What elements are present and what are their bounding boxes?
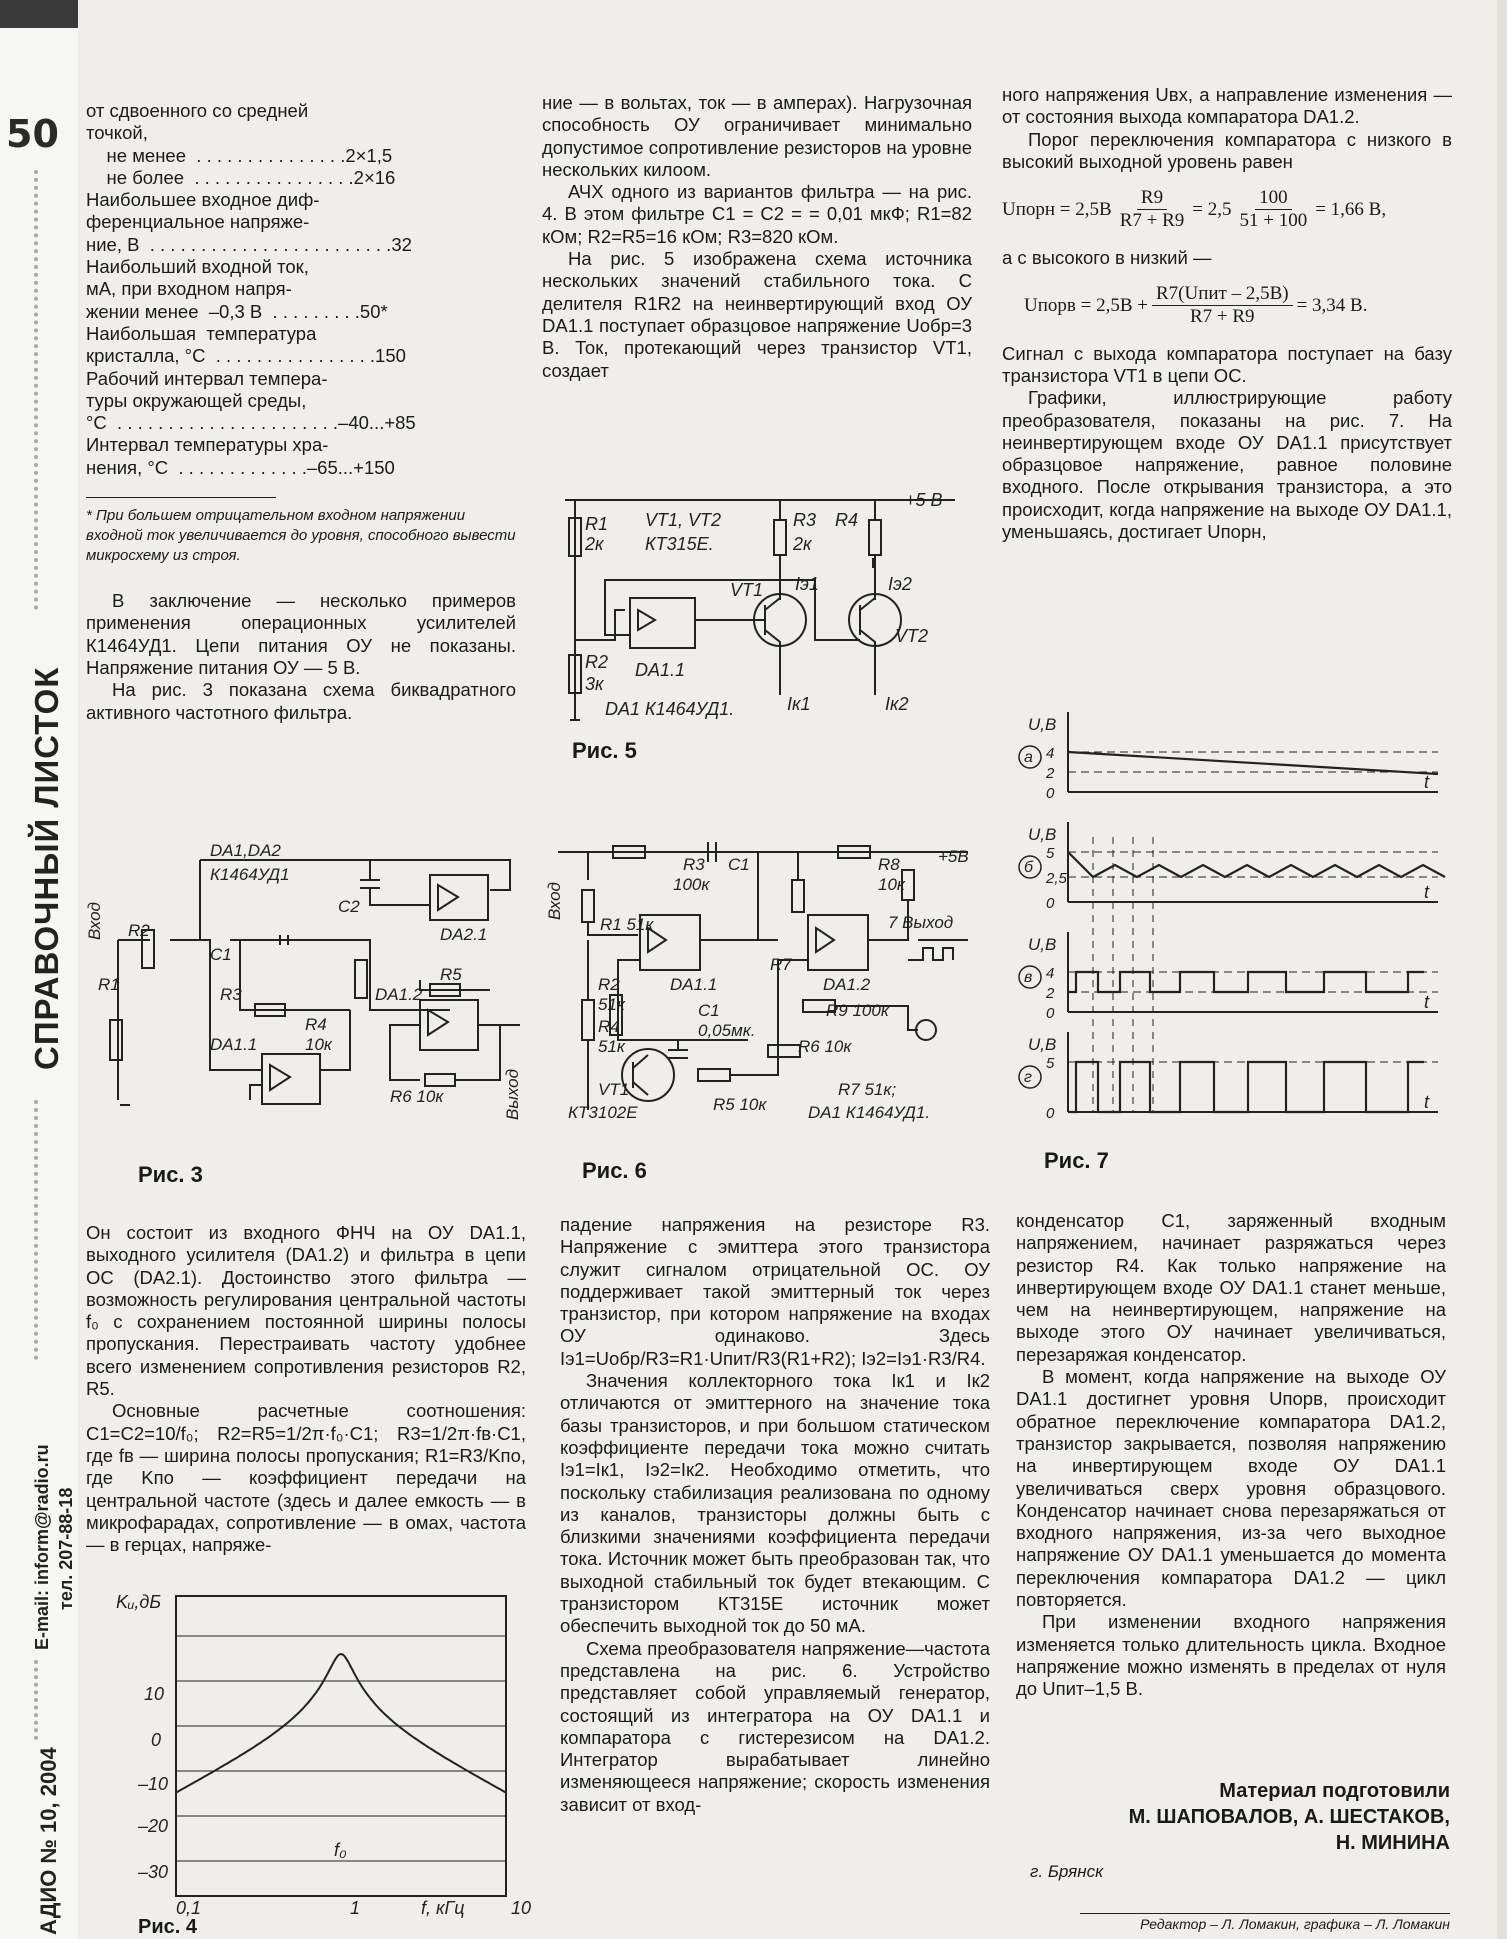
fig4-xtick: 0,1 — [176, 1898, 202, 1918]
fig6-label: DA1.1 — [670, 975, 718, 994]
fig7-trace — [1068, 1062, 1424, 1112]
fig7-trace — [1068, 972, 1424, 992]
fig6-label: R6 10к — [798, 1037, 852, 1056]
fig6-label: КТ3102Е — [568, 1103, 638, 1122]
paragraph: ние — в вольтах, ток — в амперах). Нагрузочная способность ОУ ограничивает минимально допустимое сопротивление резисторов на уровне нескольких килоом. — [542, 92, 972, 180]
fig7-tick: 4 — [1046, 965, 1055, 982]
fig6-label: R2 — [598, 975, 620, 994]
spec-line: °С . . . . . . . . . . . . . . . . . . . . . .–40...+85 — [86, 412, 416, 434]
paragraph: Он состоит из входного ФНЧ на ОУ DA1.1, выходного усилителя (DA1.2) и фильтра в цепи ОС (DA2.1). Достоинство этого фильтра — возможность регулирования центральной частоты f₀ с сохранением постоянной ширины полосы пропускания. Перестраивать частоту удобнее всего изменением сопротивления резисторов R2, R5. — [86, 1222, 526, 1400]
fig4-f0-label: f₀ — [334, 1840, 347, 1860]
spec-line: Интервал температуры хра- — [86, 434, 329, 456]
fig5-label: Iэ2 — [888, 574, 912, 594]
fig4-chart — [96, 1586, 536, 1918]
fig3-schematic — [85, 840, 530, 1130]
formula-den: R7 + R9 — [1119, 210, 1185, 232]
city: г. Брянск — [1030, 1862, 1104, 1881]
column-3-top — [1002, 84, 1452, 543]
fig4-response-curve — [176, 1654, 506, 1793]
spec-line: не менее . . . . . . . . . . . . . . .2×1,5 — [86, 144, 393, 166]
fig7-tick: 5 — [1046, 845, 1055, 862]
formula-mid: = 2,5 — [1192, 198, 1232, 220]
fig5-label: VT2 — [895, 626, 929, 646]
figure-6 — [545, 840, 988, 1135]
spec-line: кристалла, °С . . . . . . . . . . . . . . . .150 — [86, 345, 406, 367]
fig7-tick: 0 — [1046, 895, 1055, 912]
fig3-label: Выход — [503, 1068, 522, 1120]
column-1-bottom — [86, 1222, 526, 1556]
fig5-label: VT1, VT2 — [645, 510, 722, 530]
figure-3 — [85, 840, 530, 1135]
spec-line: Наибольшее входное диф- — [86, 189, 320, 211]
fig7-tick: 2 — [1046, 985, 1055, 1002]
figure-4 — [96, 1586, 536, 1918]
fig4-ylabel: Kᵤ,дБ — [116, 1592, 162, 1612]
fig7-tick: 2,5 — [1046, 870, 1067, 887]
fig3-label: DA1.1 — [210, 1035, 258, 1054]
paragraph: Порог переключения компаратора с низкого в высокий выходной уровень равен — [1002, 128, 1452, 172]
fig5-label: +5 В — [905, 490, 943, 510]
column-1-top — [86, 100, 516, 724]
fig3-label: C1 — [210, 945, 232, 964]
paragraph: а с высокого в низкий — — [1002, 246, 1212, 268]
fig7-time-label: t — [1424, 1092, 1430, 1112]
fig6-label: C1 — [728, 855, 750, 874]
fig6-label: R4 — [598, 1017, 620, 1036]
fig7-trace-label: б — [1024, 859, 1033, 876]
fig5-label: R4 — [835, 510, 859, 530]
fig6-label: R5 10к — [713, 1095, 767, 1114]
fig5-label: КТ315Е. — [645, 534, 714, 554]
fig7-tick: 0 — [1046, 1005, 1055, 1022]
fig5-label: VT1 — [730, 580, 764, 600]
fig7-tick: 0 — [1046, 785, 1055, 802]
fig5-label: Iк2 — [885, 694, 909, 714]
fig6-label: R8 — [878, 855, 900, 874]
figure-5 — [555, 490, 975, 735]
paragraph: В заключение — несколько примеров применения операционных усилителей К1464УД1. Цепи питания ОУ не показаны. Напряжение питания ОУ — 5 В. — [86, 590, 516, 678]
fig7-time-label: t — [1424, 772, 1430, 792]
spec-list — [86, 100, 516, 479]
fig7-axis-label: U,В — [1028, 825, 1057, 844]
paragraph: падение напряжения на резисторе R3. Напряжение с эмиттера этого транзистора служит сигналом отрицательной ОС. ОУ поддерживает такой эмиттерный ток через транзистор, при котором напряжение на входах ОУ одинаково. Здесь Iэ1=Uобр/R3=R1·Uпит/R3(R1+R2); Iэ2=Iэ1·R3/R4. — [560, 1214, 990, 1369]
paragraph: В момент, когда напряжение на выходе ОУ DA1.1 достигнет уровня Uпорв, происходит обратное переключение компаратора DA1.2, транзистор закрывается, позволяя напряжению на инвертирующем входе ОУ DA1.1 увеличиваться сверх уровня образцового. Конденсатор начинает снова перезаряжаться от входного напряжения, из-за чего выходное напряжение ОУ DA1.1 уменьшается до момента переключения компаратора DA1.2 — цикл повторяется. — [1016, 1366, 1446, 1611]
figure-7 — [1008, 712, 1448, 1127]
fig3-label: DA1,DA2 — [210, 841, 281, 860]
fig5-label: 2к — [793, 534, 812, 554]
spec-line: от сдвоенного со средней — [86, 100, 309, 121]
fig4-xtick: 1 — [350, 1898, 361, 1918]
paragraph: Основные расчетные соотношения: C1=C2=10/f₀; R2=R5=1/2π·f₀·C1; R3=1/2π·fв·C1, где fв — ширина полосы пропускания; R1=R3/Kпо, где Kпо — коэффициент передачи на центральной частоте (здесь и далее емкость — в микрофарадах, сопротивление — в омах, частота — в герцах, напряже- — [86, 1400, 526, 1556]
fig6-label: R1 51к — [600, 915, 654, 934]
fig7-axis-label: U,В — [1028, 715, 1057, 734]
fig4-ytick: 0 — [151, 1730, 162, 1750]
contact-info — [30, 1444, 78, 1650]
fig4-caption: Рис. 4 — [138, 1916, 197, 1938]
paragraph: На рис. 3 показана схема биквадратного активного частотного фильтра. — [86, 679, 516, 723]
fig5-label: Iк1 — [787, 694, 811, 714]
paragraph: ного напряжения Uвх, а направление изменения — от состояния выхода компаратора DA1.2. — [1002, 84, 1452, 128]
column-2-bottom — [560, 1214, 990, 1816]
fig6-label: 10к — [878, 875, 905, 894]
authors-line: Н. МИНИНА — [1335, 1832, 1450, 1854]
fig5-label: 2к — [585, 534, 604, 554]
fig5-label: R3 — [793, 510, 817, 530]
fig4-ytick: –30 — [138, 1862, 169, 1882]
fig5-label: DA1 К1464УД1. — [605, 699, 735, 719]
spec-line: точкой, — [86, 122, 148, 144]
fig7-tick: 2 — [1046, 765, 1055, 782]
fig7-trace — [1068, 852, 1445, 877]
formula-threshold-low — [1002, 187, 1452, 233]
fig7-tick: 5 — [1046, 1055, 1055, 1072]
fig3-label: 10к — [305, 1035, 332, 1054]
contact-phone: тел. 207-88-18 — [56, 1487, 76, 1610]
fig6-label: C1 — [698, 1001, 720, 1020]
spec-line: туры окружающей среды, — [86, 389, 307, 411]
fig7-caption: Рис. 7 — [1044, 1148, 1109, 1173]
fig6-label: 51к — [598, 1037, 625, 1056]
fig6-label: 0,05мк. — [698, 1021, 756, 1040]
fig6-label: +5В — [938, 847, 969, 866]
fig6-label: R7 51к; — [838, 1080, 897, 1099]
fig6-caption: Рис. 6 — [582, 1158, 647, 1183]
fig3-label: R3 — [220, 985, 242, 1004]
formula-threshold-high — [1024, 283, 1452, 329]
fig7-tick: 0 — [1046, 1105, 1055, 1122]
formula-lhs: Uпорв = 2,5В + — [1024, 294, 1148, 316]
fig7-trace-label: в — [1024, 969, 1033, 986]
editor-credit: Редактор – Л. Ломакин, графика – Л. Ломакин — [1080, 1913, 1450, 1932]
fig7-timing-diagram — [1008, 712, 1448, 1122]
paragraph: На рис. 5 изображена схема источника нескольких значений стабильного тока. С делителя R1R2 на неинвертирующий вход ОУ DA1.1 поступает образцовое напряжение Uобр=3 В. Ток, протекающий через транзистор VT1, создает — [542, 248, 972, 381]
fig3-label: DA2.1 — [440, 925, 488, 944]
fig4-ytick: –10 — [138, 1774, 169, 1794]
fig4-ytick: –20 — [138, 1816, 169, 1836]
formula-num: 100 — [1255, 187, 1292, 210]
spec-line: Наибольшая температура — [86, 322, 317, 344]
paragraph: Графики, иллюстрирующие работу преобразователя, показаны на рис. 7. На неинвертирующем входе ОУ DA1.1 присутствует образцовое напряжение, равное половине входного. После открывания транзистора, а это происходит, когда напряжение на выходе ОУ DA1.1, уменьшаясь, достигает Uпорн, — [1002, 387, 1452, 543]
paragraph: конденсатор C1, заряженный входным напряжением, начинает разряжаться через резистор R4. Как только напряжение на инвертирующем входе ОУ DA1.1 станет меньше, чем на неинвертирующем, напряжение на выходе этого ОУ начинает увеличиваться, перезаряжая конденсатор. — [1016, 1210, 1446, 1365]
fig3-label: R4 — [305, 1015, 327, 1034]
sidebar-dots — [34, 1100, 44, 1360]
fig6-label: R7 — [770, 955, 792, 974]
fig6-label: R9 100к — [826, 1001, 889, 1020]
fig6-label: DA1.2 — [823, 975, 871, 994]
column-3-bottom — [1016, 1210, 1446, 1701]
formula-rhs: = 1,66 В, — [1315, 198, 1387, 220]
contact-email: E-mail: inform@radio.ru — [32, 1444, 52, 1650]
fig7-tick: 4 — [1046, 745, 1055, 762]
fig4-grid — [176, 1636, 506, 1861]
fig5-label: DA1.1 — [635, 660, 686, 680]
formula-num: R9 — [1137, 187, 1167, 210]
footnote: * При большем отрицательном входном напряжении входной ток увеличивается до уровня, способного вывести микросхему из строя. — [86, 507, 516, 565]
paragraph: При изменении входного напряжения изменяется только длительность цикла. Входное напряжение можно изменять в пределах от нуля до Uпит–1,5 В. — [1016, 1611, 1446, 1700]
fig7-axis-label: U,В — [1028, 1035, 1057, 1054]
fig7-trace-label: а — [1024, 749, 1033, 766]
fig5-label: R1 — [585, 514, 609, 534]
sidebar — [0, 0, 78, 1939]
authors-line: Материал подготовили — [1219, 1780, 1450, 1802]
paragraph: Схема преобразователя напряжение—частота представлена на рис. 6. Устройство представляет собой управляемый генератор, состоящий из интегратора на ОУ DA1.1 и компаратора с гистерезисом на DA1.2. Интегратор вырабатывает линейно изменяющееся напряжение; скорость изменения зависит от вход- — [560, 1637, 990, 1815]
fig7-trace-label: г — [1024, 1069, 1032, 1086]
fig5-caption: Рис. 5 — [572, 738, 637, 763]
section-title: СПРАВОЧНЫЙ ЛИСТОК — [28, 666, 65, 1070]
fig3-label: R6 10к — [390, 1087, 444, 1106]
fig6-label: 7 Выход — [888, 913, 954, 932]
paragraph: Значения коллекторного тока Iк1 и Iк2 отличаются от эмиттерного на значение тока базы транзисторов, и при большом статическом коэффициенте передачи тока можно считать Iэ1=Iк1, Iэ2=Iк2. Необходимо отметить, что поскольку стабилизация реализована по одному из каналов, транзисторы должны быть с близкими значениями коэффициента передачи тока. Источник может быть преобразован так, что выходной стабильный ток будет втекающим. С транзистором КТ315Е источник может обеспечить выходной ток до 50 мА. — [560, 1370, 990, 1637]
paragraph: АЧХ одного из вариантов фильтра — на рис. 4. В этом фильтре C1 = C2 = = 0,01 мкФ; R1=82 кОм; R2=R5=16 кОм; R3=820 кОм. — [542, 181, 972, 247]
sidebar-top-bar — [0, 0, 78, 28]
issue-label: АДИО № 10, 2004 — [36, 1747, 61, 1935]
spec-line: мА, при входном напря- — [86, 278, 292, 300]
fig4-xtick: 10 — [511, 1898, 532, 1918]
formula-num: R7(Uпит – 2,5В) — [1152, 283, 1293, 306]
authors — [1010, 1778, 1450, 1856]
fig3-label: R2 — [128, 921, 150, 940]
authors-line: М. ШАПОВАЛОВ, А. ШЕСТАКОВ, — [1128, 1806, 1450, 1828]
spec-line: ференциальное напряже- — [86, 211, 310, 233]
fig7-trace — [1068, 752, 1438, 774]
formula-lhs: Uпорн = 2,5В — [1002, 198, 1112, 220]
spec-line: нения, °С . . . . . . . . . . . . .–65...+150 — [86, 456, 395, 478]
sidebar-dots — [34, 1660, 44, 1740]
spec-line: ние, В . . . . . . . . . . . . . . . . . . . . . . . .32 — [86, 233, 412, 255]
formula-rhs: = 3,34 В. — [1296, 294, 1368, 316]
fig5-label: R2 — [585, 652, 609, 672]
paragraph: Сигнал с выхода компаратора поступает на базу транзистора VT1 в цепи ОС. — [1002, 342, 1452, 386]
fig6-label: VT1 — [598, 1080, 630, 1099]
fig3-label: R1 — [98, 975, 120, 994]
fig3-label: R5 — [440, 965, 462, 984]
page-number: 50 — [6, 112, 59, 156]
page-edge — [1497, 0, 1507, 1939]
spec-line: жении менее –0,3 В . . . . . . . . .50* — [86, 300, 388, 322]
fig5-label: 3к — [585, 674, 604, 694]
fig6-label: DA1 К1464УД1. — [808, 1103, 931, 1122]
fig6-label: 51к — [598, 995, 625, 1014]
fig6-label: 100к — [673, 875, 710, 894]
spec-line: не более . . . . . . . . . . . . . . . .2×16 — [86, 166, 396, 188]
fig7-time-label: t — [1424, 882, 1430, 902]
fig3-label: Вход — [85, 902, 104, 940]
fig4-ytick: 10 — [144, 1684, 165, 1704]
fig3-caption: Рис. 3 — [138, 1162, 203, 1187]
fig7-axis-label: U,В — [1028, 935, 1057, 954]
spec-line: Рабочий интервал темпера- — [86, 367, 328, 389]
spec-line: Наибольший входной ток, — [86, 256, 309, 278]
formula-den: 51 + 100 — [1239, 210, 1308, 232]
footnote-rule — [86, 497, 276, 498]
fig7-time-label: t — [1424, 992, 1430, 1012]
fig5-schematic — [555, 490, 975, 730]
fig6-schematic — [545, 840, 988, 1130]
sidebar-dots — [34, 170, 44, 610]
fig5-label: Iэ1 — [795, 574, 819, 594]
fig3-label: C2 — [338, 897, 360, 916]
fig3-label: К1464УД1 — [210, 865, 290, 884]
fig6-label: Вход — [545, 882, 564, 920]
column-2-top — [542, 92, 972, 382]
fig6-label: R3 — [683, 855, 705, 874]
fig3-label: DA1.2 — [375, 985, 423, 1004]
formula-den: R7 + R9 — [1190, 306, 1255, 328]
fig4-xlabel: f, кГц — [421, 1898, 465, 1918]
